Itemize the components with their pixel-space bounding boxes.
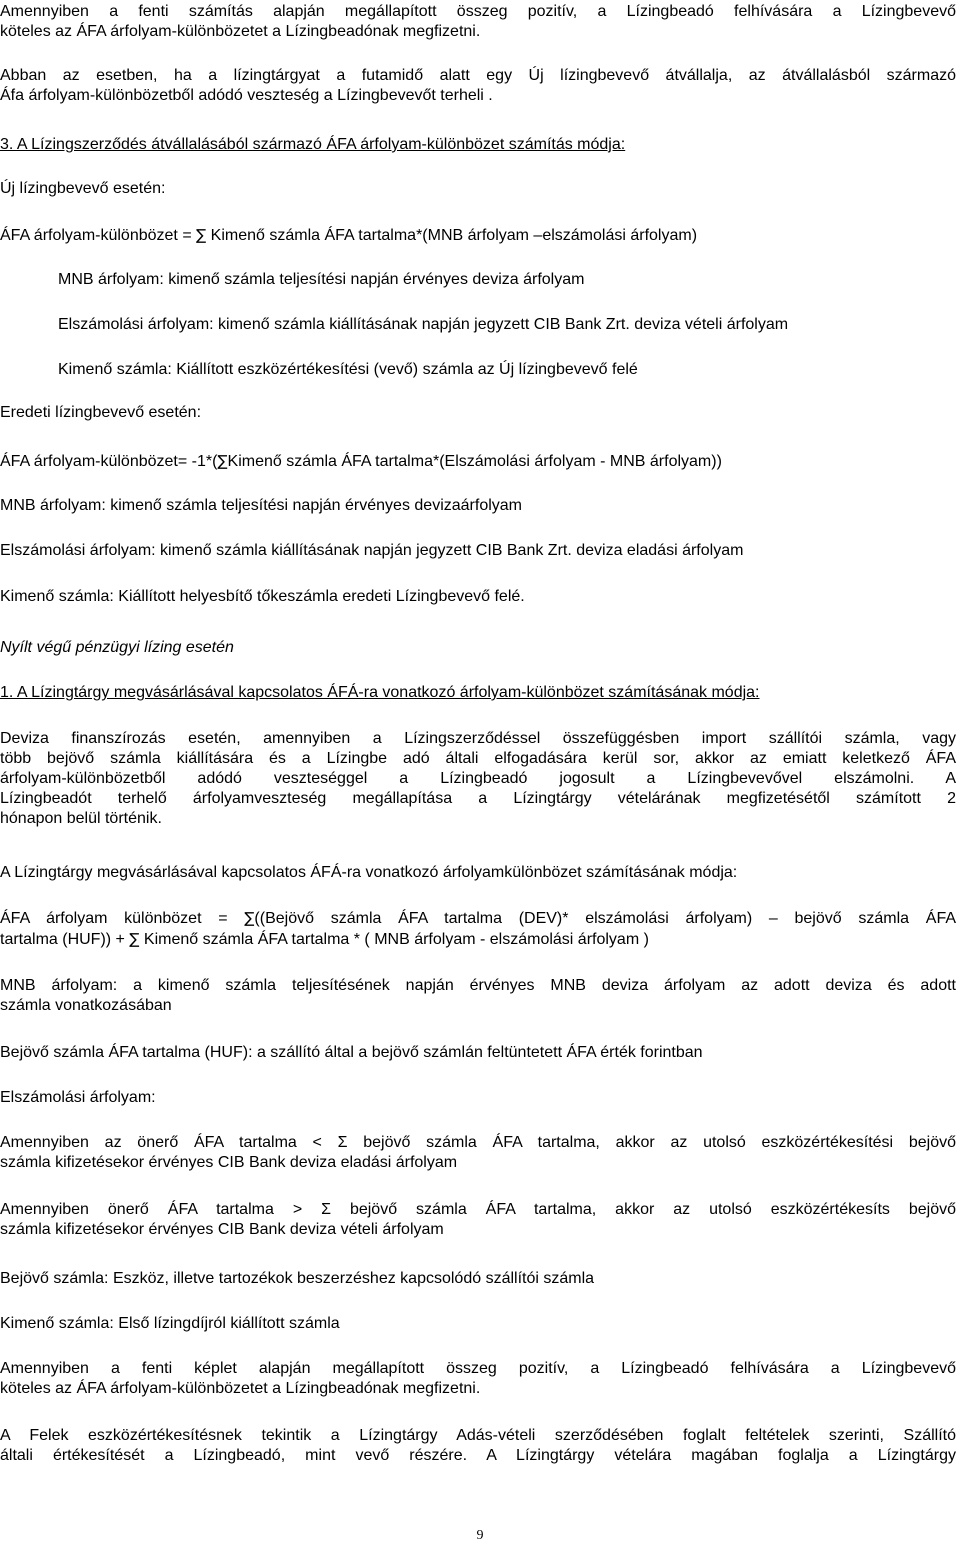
- text-line: Amennyiben a fenti számítás alapján megállapított összeg pozitív, a Lízingbeadó felhívására a Lízingbevevő: [0, 3, 956, 20]
- calculation-method-label: A Lízingtárgy megvásárlásával kapcsolatos ÁFÁ-ra vonatkozó árfolyamkülönbözet számításának módja:: [0, 864, 738, 881]
- text-line: Áfa árfolyam-különbözetből adódó veszteség a Lízingbevevőt terheli .: [0, 87, 493, 104]
- text-line: Abban az esetben, ha a lízingtárgyat a futamidő alatt egy Új lízingbevevő átvállalja, az átvállalásból származó: [0, 67, 956, 84]
- text-line: számla vonatkozásában: [0, 997, 172, 1014]
- definition-settlement-rate: Elszámolási árfolyam: kimenő számla kiállításának napján jegyzett CIB Bank Zrt. deviza vételi árfolyam: [58, 316, 789, 333]
- formula-text: Kimenő számla ÁFA tartalma*(Elszámolási árfolyam - MNB árfolyam)): [227, 453, 722, 470]
- sum-symbol: ∑: [244, 909, 255, 927]
- text-line: Lízingbeadót terhelő árfolyamveszteség megállapítása a Lízingtárgy vételárának megfizetésétől számított 2: [0, 790, 956, 807]
- text-line: hónapon belül történik.: [0, 810, 162, 827]
- paragraph-assumption-loss: [0, 66, 956, 106]
- text-line: MNB árfolyam: a kimenő számla teljesítésének napján érvényes MNB deviza árfolyam az adott deviza és adott: [0, 977, 956, 994]
- formula-new-lessee: [0, 225, 956, 246]
- page-number: 9: [476, 1528, 484, 1543]
- section-heading-1: 1. A Lízingtárgy megvásárlásával kapcsolatos ÁFÁ-ra vonatkozó árfolyam-különbözet számításának módja:: [0, 684, 760, 701]
- settlement-rate-label: Elszámolási árfolyam:: [0, 1089, 156, 1106]
- original-lessee-label: Eredeti lízingbevevő esetén:: [0, 404, 202, 421]
- definition-outgoing-invoice: Kimenő számla: Kiállított eszközértékesítési (vevő) számla az Új lízingbevevő felé: [58, 361, 638, 378]
- new-lessee-label: Új lízingbevevő esetén:: [0, 180, 166, 197]
- formula-line: [0, 929, 956, 950]
- text-line: több bejövő számla kiállítására és a Lízingbe adó általi elfogadására kerül sor, akkor az emiatt keletkező ÁFA: [0, 750, 956, 767]
- formula-original-lessee: [0, 451, 956, 472]
- condition-less-than: [0, 1133, 956, 1173]
- text-line: Amennyiben önerő ÁFA tartalma > Σ bejövő számla ÁFA tartalma, akkor az utolsó eszközértékesíts bejövő: [0, 1201, 956, 1218]
- definition-mnb-rate: MNB árfolyam: kimenő számla teljesítési napján érvényes deviza árfolyam: [58, 271, 585, 288]
- sum-symbol: ∑: [129, 930, 140, 948]
- definition-incoming-vat-huf: Bejövő számla ÁFA tartalma (HUF): a szállító által a bejövő számlán feltüntetett ÁFA érték forintban: [0, 1044, 703, 1061]
- text-line: általi értékesítését a Lízingbeadó, mint vevő részére. A Lízingtárgy vételára magában foglalja a Lízingtárgy: [0, 1447, 956, 1464]
- paragraph-positive-amount-2: [0, 1359, 956, 1399]
- paragraph-currency-financing: [0, 729, 956, 829]
- formula-line: [0, 908, 956, 929]
- text-line: számla kifizetésekor érvényes CIB Bank deviza eladási árfolyam: [0, 1154, 458, 1171]
- text-line: Deviza finanszírozás esetén, amennyiben a Lízingszerződéssel összefüggésben import szállítói számla, vagy: [0, 730, 956, 747]
- text-line: A Felek eszközértékesítésnek tekintik a Lízingtárgy Adás-vételi szerződésében foglalt feltételek szerinti, Szállító: [0, 1427, 956, 1444]
- definition-outgoing-invoice-2: Kimenő számla: Kiállított helyesbítő tőkeszámla eredeti Lízingbevevő felé.: [0, 588, 525, 605]
- paragraph-positive-amount-1: [0, 2, 956, 42]
- formula-text: Kimenő számla ÁFA tartalma * ( MNB árfolyam - elszámolási árfolyam ): [139, 931, 649, 948]
- formula-text: ÁFA árfolyam különbözet =: [0, 910, 245, 927]
- definition-incoming-invoice: Bejövő számla: Eszköz, illetve tartozékok beszerzéshez kapcsolódó szállítói számla: [0, 1270, 595, 1287]
- text-line: számla kifizetésekor érvényes CIB Bank deviza vételi árfolyam: [0, 1221, 444, 1238]
- open-end-lease-heading: Nyílt végű pénzügyi lízing esetén: [0, 639, 234, 656]
- definition-mnb-rate-2: MNB árfolyam: kimenő számla teljesítési napján érvényes devizaárfolyam: [0, 497, 522, 514]
- text-line: Amennyiben az önerő ÁFA tartalma < Σ bejövő számla ÁFA tartalma, akkor az utolsó eszközértékesítési bejövő: [0, 1134, 956, 1151]
- definition-outgoing-invoice-3: Kimenő számla: Első lízingdíjról kiállított számla: [0, 1315, 340, 1332]
- paragraph-asset-sale: [0, 1426, 956, 1466]
- text-line: köteles az ÁFA árfolyam-különbözetet a Lízingbeadónak megfizetni.: [0, 23, 481, 40]
- text-line: árfolyam-különbözetből adódó veszteséggel a Lízingbeadó jogosult a Lízingbevevővel elszámolni. A: [0, 770, 956, 787]
- formula-text: tartalma (HUF)) +: [0, 931, 130, 948]
- section-heading-3: 3. A Lízingszerződés átvállalásából származó ÁFA árfolyam-különbözet számítás módja:: [0, 136, 626, 153]
- sum-symbol: ∑: [196, 226, 207, 244]
- text-line: Amennyiben a fenti képlet alapján megállapított összeg pozitív, a Lízingbeadó felhívására a Lízingbevevő: [0, 1360, 956, 1377]
- text-line: köteles az ÁFA árfolyam-különbözetet a Lízingbeadónak megfizetni.: [0, 1380, 481, 1397]
- formula-text: ÁFA árfolyam-különbözet =: [0, 227, 197, 244]
- formula-text: ÁFA árfolyam-különbözet= -1*(: [0, 453, 218, 470]
- sum-symbol: ∑: [217, 452, 228, 470]
- formula-text: ((Bejövő számla ÁFA tartalma (DEV)* elszámolási árfolyam) – bejövő számla ÁFA: [254, 910, 957, 927]
- formula-text: Kimenő számla ÁFA tartalma*(MNB árfolyam –elszámolási árfolyam): [206, 227, 698, 244]
- definition-mnb-rate-3: [0, 976, 956, 1016]
- formula-purchase: [0, 908, 956, 950]
- definition-settlement-rate-2: Elszámolási árfolyam: kimenő számla kiállításának napján jegyzett CIB Bank Zrt. deviza eladási árfolyam: [0, 542, 744, 559]
- condition-greater-than: [0, 1200, 956, 1240]
